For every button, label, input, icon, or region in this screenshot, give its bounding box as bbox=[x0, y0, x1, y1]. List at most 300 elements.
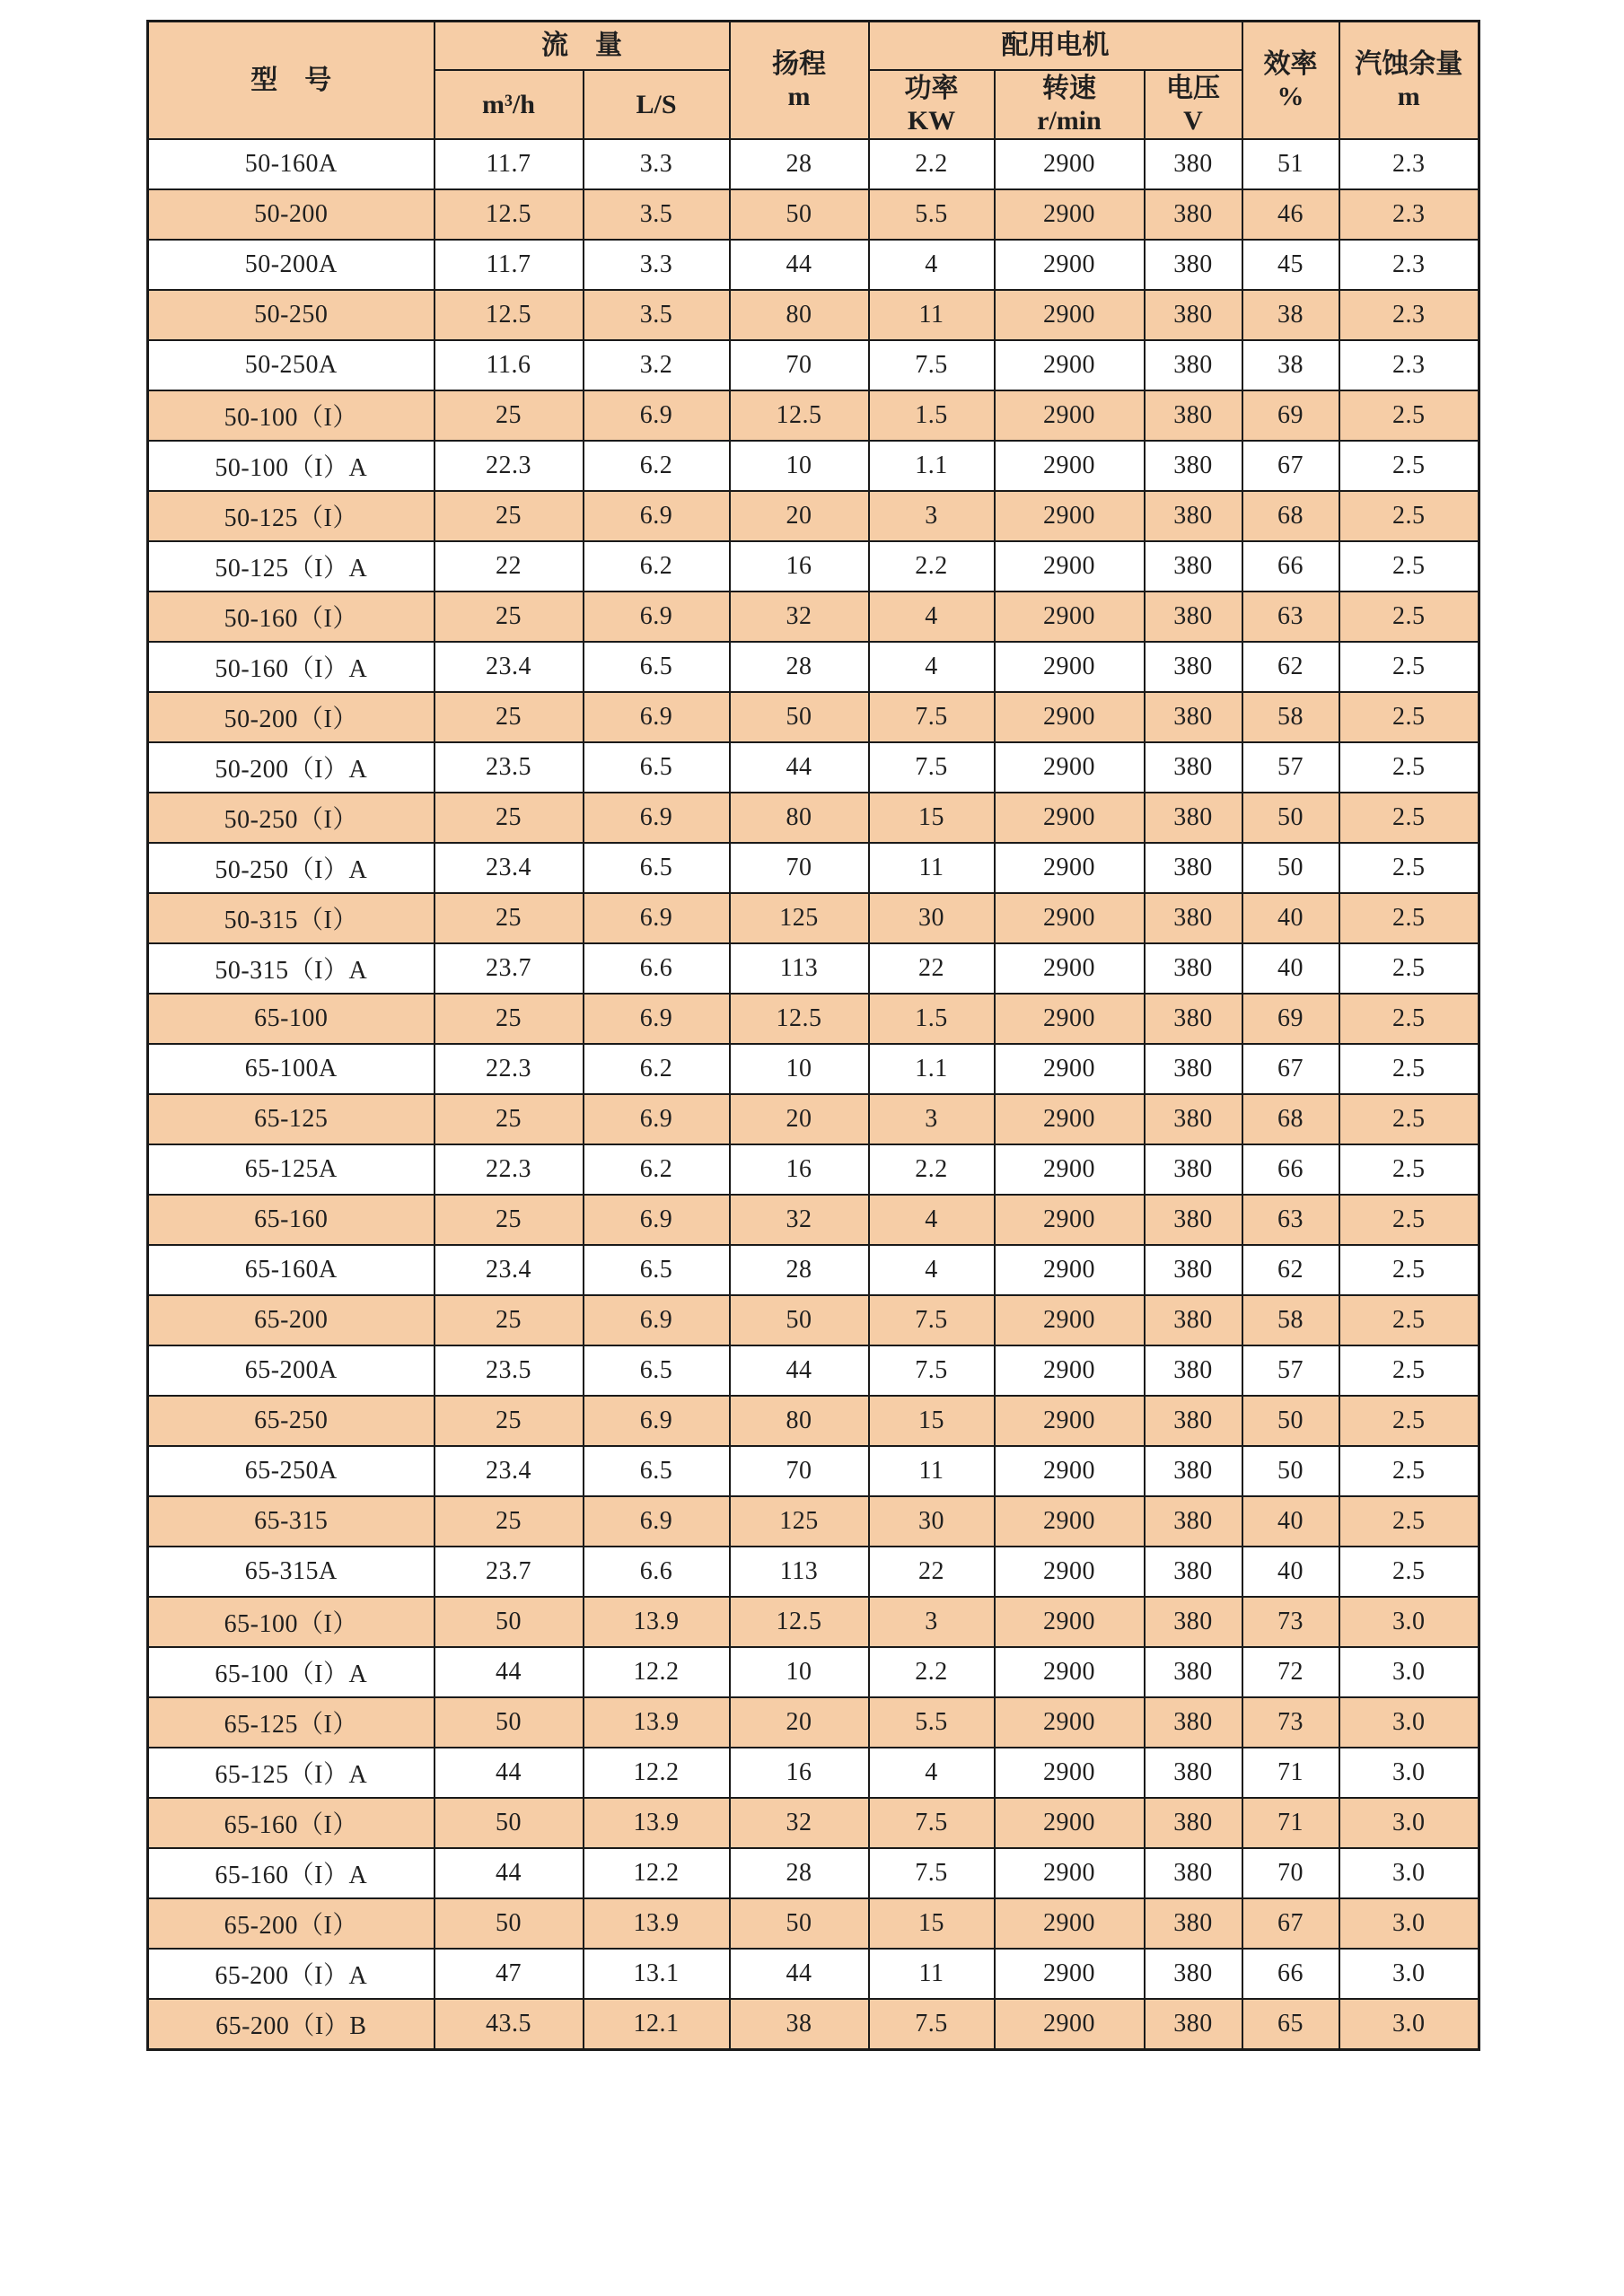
cell-flow-ls: 6.5 bbox=[584, 642, 730, 692]
cell-speed: 2900 bbox=[995, 843, 1145, 893]
cell-voltage: 380 bbox=[1145, 139, 1242, 189]
cell-npsh: 2.3 bbox=[1339, 139, 1479, 189]
cell-speed: 2900 bbox=[995, 1044, 1145, 1094]
cell-model: 65-100A bbox=[148, 1044, 435, 1094]
cell-voltage: 380 bbox=[1145, 1748, 1242, 1798]
cell-efficiency: 50 bbox=[1242, 1396, 1339, 1446]
cell-model: 65-100（I）A bbox=[148, 1647, 435, 1697]
cell-voltage: 380 bbox=[1145, 340, 1242, 390]
cell-voltage: 380 bbox=[1145, 1798, 1242, 1848]
cell-efficiency: 69 bbox=[1242, 390, 1339, 441]
table-row bbox=[148, 642, 1479, 692]
cell-flow-m3h: 47 bbox=[435, 1949, 584, 1999]
header-motor-group: 配用电机 bbox=[869, 22, 1242, 71]
table-row bbox=[148, 1697, 1479, 1748]
cell-power: 3 bbox=[869, 491, 995, 541]
cell-power: 4 bbox=[869, 1245, 995, 1295]
cell-power: 1.5 bbox=[869, 390, 995, 441]
cell-power: 15 bbox=[869, 1396, 995, 1446]
cell-flow-m3h: 22.3 bbox=[435, 1044, 584, 1094]
cell-flow-ls: 6.2 bbox=[584, 1044, 730, 1094]
cell-voltage: 380 bbox=[1145, 1396, 1242, 1446]
cell-speed: 2900 bbox=[995, 1898, 1145, 1949]
table-row bbox=[148, 340, 1479, 390]
cell-voltage: 380 bbox=[1145, 1848, 1242, 1898]
cell-npsh: 2.5 bbox=[1339, 1044, 1479, 1094]
header-model: 型 号 bbox=[148, 22, 435, 140]
cell-speed: 2900 bbox=[995, 189, 1145, 240]
cell-efficiency: 40 bbox=[1242, 1547, 1339, 1597]
cell-flow-ls: 6.9 bbox=[584, 994, 730, 1044]
cell-flow-ls: 6.9 bbox=[584, 592, 730, 642]
cell-head: 80 bbox=[730, 1396, 869, 1446]
cell-head: 50 bbox=[730, 189, 869, 240]
cell-flow-ls: 6.5 bbox=[584, 742, 730, 793]
table-row bbox=[148, 1898, 1479, 1949]
cell-flow-m3h: 44 bbox=[435, 1748, 584, 1798]
cell-model: 50-100（I） bbox=[148, 390, 435, 441]
table-row bbox=[148, 1597, 1479, 1647]
cell-flow-ls: 3.5 bbox=[584, 290, 730, 340]
cell-flow-ls: 6.6 bbox=[584, 943, 730, 994]
cell-npsh: 2.5 bbox=[1339, 742, 1479, 793]
cell-head: 12.5 bbox=[730, 390, 869, 441]
cell-voltage: 380 bbox=[1145, 1949, 1242, 1999]
cell-power: 30 bbox=[869, 1496, 995, 1547]
cell-model: 50-315（I）A bbox=[148, 943, 435, 994]
cell-head: 12.5 bbox=[730, 994, 869, 1044]
header-speed-label: 转速 bbox=[1042, 73, 1096, 103]
cell-power: 2.2 bbox=[869, 541, 995, 592]
table-row bbox=[148, 1044, 1479, 1094]
table-row bbox=[148, 189, 1479, 240]
cell-flow-m3h: 43.5 bbox=[435, 1999, 584, 2050]
header-power-label: 功率 bbox=[904, 73, 959, 103]
table-row bbox=[148, 1094, 1479, 1144]
table-row bbox=[148, 1848, 1479, 1898]
cell-voltage: 380 bbox=[1145, 1547, 1242, 1597]
cell-flow-m3h: 25 bbox=[435, 592, 584, 642]
cell-npsh: 2.3 bbox=[1339, 290, 1479, 340]
cell-flow-m3h: 23.4 bbox=[435, 642, 584, 692]
cell-flow-m3h: 25 bbox=[435, 793, 584, 843]
cell-speed: 2900 bbox=[995, 1949, 1145, 1999]
cell-flow-ls: 6.2 bbox=[584, 441, 730, 491]
cell-voltage: 380 bbox=[1145, 1295, 1242, 1345]
header-efficiency-label: 效率 bbox=[1263, 48, 1318, 79]
cell-flow-m3h: 25 bbox=[435, 1195, 584, 1245]
table-row bbox=[148, 290, 1479, 340]
cell-model: 65-125（I）A bbox=[148, 1748, 435, 1798]
cell-npsh: 2.5 bbox=[1339, 1396, 1479, 1446]
cell-npsh: 2.3 bbox=[1339, 240, 1479, 290]
cell-flow-m3h: 22.3 bbox=[435, 1144, 584, 1195]
cell-flow-ls: 12.2 bbox=[584, 1848, 730, 1898]
header-flow-m3h: m³/h bbox=[435, 70, 584, 139]
cell-efficiency: 68 bbox=[1242, 1094, 1339, 1144]
cell-voltage: 380 bbox=[1145, 692, 1242, 742]
cell-npsh: 2.3 bbox=[1339, 189, 1479, 240]
cell-model: 50-160A bbox=[148, 139, 435, 189]
cell-power: 2.2 bbox=[869, 139, 995, 189]
cell-flow-m3h: 22.3 bbox=[435, 441, 584, 491]
cell-voltage: 380 bbox=[1145, 592, 1242, 642]
table-row bbox=[148, 1496, 1479, 1547]
cell-model: 65-200（I） bbox=[148, 1898, 435, 1949]
cell-model: 50-315（I） bbox=[148, 893, 435, 943]
cell-efficiency: 45 bbox=[1242, 240, 1339, 290]
cell-voltage: 380 bbox=[1145, 1597, 1242, 1647]
table-row bbox=[148, 893, 1479, 943]
cell-model: 65-200 bbox=[148, 1295, 435, 1345]
cell-speed: 2900 bbox=[995, 1396, 1145, 1446]
cell-power: 7.5 bbox=[869, 742, 995, 793]
cell-speed: 2900 bbox=[995, 441, 1145, 491]
cell-voltage: 380 bbox=[1145, 943, 1242, 994]
cell-speed: 2900 bbox=[995, 240, 1145, 290]
cell-power: 3 bbox=[869, 1597, 995, 1647]
cell-npsh: 3.0 bbox=[1339, 1848, 1479, 1898]
cell-power: 2.2 bbox=[869, 1144, 995, 1195]
cell-power: 7.5 bbox=[869, 1848, 995, 1898]
cell-flow-m3h: 50 bbox=[435, 1798, 584, 1848]
cell-power: 5.5 bbox=[869, 189, 995, 240]
cell-flow-m3h: 12.5 bbox=[435, 290, 584, 340]
cell-efficiency: 70 bbox=[1242, 1848, 1339, 1898]
cell-npsh: 3.0 bbox=[1339, 1597, 1479, 1647]
cell-power: 7.5 bbox=[869, 692, 995, 742]
cell-flow-ls: 6.5 bbox=[584, 843, 730, 893]
cell-flow-ls: 6.9 bbox=[584, 1295, 730, 1345]
cell-model: 50-125（I）A bbox=[148, 541, 435, 592]
cell-flow-m3h: 23.5 bbox=[435, 1345, 584, 1396]
cell-power: 4 bbox=[869, 240, 995, 290]
cell-flow-ls: 13.9 bbox=[584, 1597, 730, 1647]
cell-efficiency: 71 bbox=[1242, 1748, 1339, 1798]
cell-head: 44 bbox=[730, 742, 869, 793]
header-head-unit: m bbox=[787, 81, 811, 111]
cell-head: 10 bbox=[730, 1647, 869, 1697]
cell-model: 65-200（I）A bbox=[148, 1949, 435, 1999]
cell-power: 30 bbox=[869, 893, 995, 943]
cell-voltage: 380 bbox=[1145, 1144, 1242, 1195]
table-row bbox=[148, 1396, 1479, 1446]
cell-flow-m3h: 25 bbox=[435, 1396, 584, 1446]
pump-spec-table bbox=[146, 20, 1480, 2051]
cell-flow-m3h: 25 bbox=[435, 994, 584, 1044]
cell-npsh: 3.0 bbox=[1339, 1647, 1479, 1697]
cell-speed: 2900 bbox=[995, 1547, 1145, 1597]
cell-speed: 2900 bbox=[995, 340, 1145, 390]
cell-npsh: 3.0 bbox=[1339, 1898, 1479, 1949]
cell-power: 22 bbox=[869, 943, 995, 994]
cell-flow-m3h: 44 bbox=[435, 1848, 584, 1898]
table-row bbox=[148, 943, 1479, 994]
cell-speed: 2900 bbox=[995, 1195, 1145, 1245]
cell-flow-ls: 3.3 bbox=[584, 240, 730, 290]
cell-model: 50-250（I）A bbox=[148, 843, 435, 893]
cell-head: 50 bbox=[730, 1295, 869, 1345]
cell-flow-ls: 12.1 bbox=[584, 1999, 730, 2050]
cell-model: 65-160 bbox=[148, 1195, 435, 1245]
cell-model: 65-125（I） bbox=[148, 1697, 435, 1748]
cell-model: 50-250A bbox=[148, 340, 435, 390]
cell-head: 125 bbox=[730, 1496, 869, 1547]
cell-speed: 2900 bbox=[995, 1094, 1145, 1144]
table-row bbox=[148, 541, 1479, 592]
cell-speed: 2900 bbox=[995, 1999, 1145, 2050]
table-row bbox=[148, 1748, 1479, 1798]
cell-flow-ls: 6.9 bbox=[584, 1396, 730, 1446]
cell-efficiency: 62 bbox=[1242, 642, 1339, 692]
cell-speed: 2900 bbox=[995, 1295, 1145, 1345]
cell-speed: 2900 bbox=[995, 692, 1145, 742]
cell-voltage: 380 bbox=[1145, 1446, 1242, 1496]
cell-npsh: 2.5 bbox=[1339, 1547, 1479, 1597]
cell-power: 7.5 bbox=[869, 1295, 995, 1345]
cell-npsh: 2.5 bbox=[1339, 1094, 1479, 1144]
cell-power: 15 bbox=[869, 793, 995, 843]
table-row bbox=[148, 1999, 1479, 2050]
cell-voltage: 380 bbox=[1145, 793, 1242, 843]
cell-efficiency: 62 bbox=[1242, 1245, 1339, 1295]
header-voltage bbox=[1145, 70, 1242, 139]
cell-head: 10 bbox=[730, 441, 869, 491]
cell-model: 65-160（I） bbox=[148, 1798, 435, 1848]
cell-npsh: 2.5 bbox=[1339, 1295, 1479, 1345]
cell-npsh: 3.0 bbox=[1339, 1697, 1479, 1748]
header-flow-ls: L/S bbox=[584, 70, 730, 139]
cell-power: 11 bbox=[869, 1446, 995, 1496]
cell-efficiency: 38 bbox=[1242, 290, 1339, 340]
table-row bbox=[148, 1547, 1479, 1597]
cell-voltage: 380 bbox=[1145, 742, 1242, 793]
cell-voltage: 380 bbox=[1145, 541, 1242, 592]
cell-power: 7.5 bbox=[869, 1345, 995, 1396]
cell-flow-m3h: 22 bbox=[435, 541, 584, 592]
cell-speed: 2900 bbox=[995, 1597, 1145, 1647]
cell-voltage: 380 bbox=[1145, 1999, 1242, 2050]
cell-power: 11 bbox=[869, 290, 995, 340]
cell-flow-m3h: 25 bbox=[435, 1094, 584, 1144]
table-row bbox=[148, 1345, 1479, 1396]
cell-efficiency: 50 bbox=[1242, 793, 1339, 843]
header-npsh-unit: m bbox=[1397, 81, 1420, 111]
cell-efficiency: 40 bbox=[1242, 893, 1339, 943]
cell-voltage: 380 bbox=[1145, 1496, 1242, 1547]
cell-flow-ls: 3.2 bbox=[584, 340, 730, 390]
header-efficiency-unit: % bbox=[1277, 81, 1304, 111]
cell-power: 4 bbox=[869, 1748, 995, 1798]
cell-head: 50 bbox=[730, 1898, 869, 1949]
cell-npsh: 3.0 bbox=[1339, 1748, 1479, 1798]
cell-speed: 2900 bbox=[995, 1144, 1145, 1195]
cell-voltage: 380 bbox=[1145, 1245, 1242, 1295]
cell-model: 65-250A bbox=[148, 1446, 435, 1496]
cell-power: 1.1 bbox=[869, 441, 995, 491]
table-row bbox=[148, 1647, 1479, 1697]
cell-flow-m3h: 11.7 bbox=[435, 240, 584, 290]
cell-voltage: 380 bbox=[1145, 1345, 1242, 1396]
cell-model: 65-315A bbox=[148, 1547, 435, 1597]
cell-speed: 2900 bbox=[995, 139, 1145, 189]
cell-flow-m3h: 25 bbox=[435, 1496, 584, 1547]
cell-efficiency: 50 bbox=[1242, 843, 1339, 893]
cell-efficiency: 63 bbox=[1242, 592, 1339, 642]
cell-model: 65-160A bbox=[148, 1245, 435, 1295]
cell-flow-m3h: 25 bbox=[435, 390, 584, 441]
cell-power: 22 bbox=[869, 1547, 995, 1597]
header-speed bbox=[995, 70, 1145, 139]
cell-head: 80 bbox=[730, 290, 869, 340]
cell-head: 44 bbox=[730, 240, 869, 290]
cell-flow-m3h: 11.7 bbox=[435, 139, 584, 189]
cell-model: 50-200 bbox=[148, 189, 435, 240]
cell-npsh: 3.0 bbox=[1339, 1949, 1479, 1999]
cell-efficiency: 40 bbox=[1242, 943, 1339, 994]
cell-flow-m3h: 25 bbox=[435, 491, 584, 541]
cell-speed: 2900 bbox=[995, 541, 1145, 592]
cell-efficiency: 38 bbox=[1242, 340, 1339, 390]
cell-head: 50 bbox=[730, 692, 869, 742]
cell-model: 65-200A bbox=[148, 1345, 435, 1396]
cell-head: 16 bbox=[730, 1144, 869, 1195]
cell-efficiency: 57 bbox=[1242, 742, 1339, 793]
cell-voltage: 380 bbox=[1145, 1898, 1242, 1949]
cell-flow-ls: 13.9 bbox=[584, 1898, 730, 1949]
cell-head: 125 bbox=[730, 893, 869, 943]
table-row bbox=[148, 441, 1479, 491]
cell-model: 50-160（I） bbox=[148, 592, 435, 642]
cell-flow-ls: 12.2 bbox=[584, 1748, 730, 1798]
cell-head: 80 bbox=[730, 793, 869, 843]
cell-head: 16 bbox=[730, 541, 869, 592]
cell-flow-m3h: 50 bbox=[435, 1697, 584, 1748]
cell-head: 70 bbox=[730, 1446, 869, 1496]
cell-model: 50-200（I）A bbox=[148, 742, 435, 793]
header-head bbox=[730, 22, 869, 140]
cell-flow-m3h: 23.7 bbox=[435, 1547, 584, 1597]
cell-flow-ls: 6.9 bbox=[584, 1195, 730, 1245]
cell-flow-m3h: 25 bbox=[435, 893, 584, 943]
cell-head: 16 bbox=[730, 1748, 869, 1798]
cell-flow-ls: 6.5 bbox=[584, 1446, 730, 1496]
cell-power: 7.5 bbox=[869, 1798, 995, 1848]
cell-power: 5.5 bbox=[869, 1697, 995, 1748]
cell-voltage: 380 bbox=[1145, 843, 1242, 893]
cell-flow-m3h: 44 bbox=[435, 1647, 584, 1697]
cell-power: 1.5 bbox=[869, 994, 995, 1044]
cell-flow-ls: 3.3 bbox=[584, 139, 730, 189]
cell-npsh: 3.0 bbox=[1339, 1999, 1479, 2050]
header-power-unit: KW bbox=[907, 105, 956, 136]
cell-head: 20 bbox=[730, 1094, 869, 1144]
cell-voltage: 380 bbox=[1145, 189, 1242, 240]
cell-npsh: 2.5 bbox=[1339, 541, 1479, 592]
table-row bbox=[148, 1245, 1479, 1295]
cell-head: 28 bbox=[730, 1848, 869, 1898]
cell-npsh: 2.5 bbox=[1339, 943, 1479, 994]
cell-flow-m3h: 12.5 bbox=[435, 189, 584, 240]
table-header bbox=[148, 22, 1479, 140]
cell-flow-ls: 6.6 bbox=[584, 1547, 730, 1597]
cell-flow-m3h: 25 bbox=[435, 1295, 584, 1345]
cell-npsh: 2.5 bbox=[1339, 390, 1479, 441]
cell-efficiency: 66 bbox=[1242, 1144, 1339, 1195]
table-row bbox=[148, 139, 1479, 189]
cell-efficiency: 72 bbox=[1242, 1647, 1339, 1697]
table-row bbox=[148, 1798, 1479, 1848]
cell-voltage: 380 bbox=[1145, 1195, 1242, 1245]
cell-npsh: 2.5 bbox=[1339, 642, 1479, 692]
table-row bbox=[148, 793, 1479, 843]
cell-flow-ls: 6.9 bbox=[584, 793, 730, 843]
cell-power: 2.2 bbox=[869, 1647, 995, 1697]
cell-npsh: 2.5 bbox=[1339, 1144, 1479, 1195]
cell-voltage: 380 bbox=[1145, 491, 1242, 541]
cell-flow-m3h: 23.7 bbox=[435, 943, 584, 994]
cell-model: 65-250 bbox=[148, 1396, 435, 1446]
table-row bbox=[148, 1949, 1479, 1999]
cell-speed: 2900 bbox=[995, 1245, 1145, 1295]
cell-voltage: 380 bbox=[1145, 290, 1242, 340]
cell-speed: 2900 bbox=[995, 642, 1145, 692]
table-row bbox=[148, 843, 1479, 893]
cell-head: 12.5 bbox=[730, 1597, 869, 1647]
cell-head: 28 bbox=[730, 1245, 869, 1295]
cell-head: 32 bbox=[730, 592, 869, 642]
cell-head: 113 bbox=[730, 943, 869, 994]
table-row bbox=[148, 491, 1479, 541]
cell-head: 28 bbox=[730, 642, 869, 692]
cell-model: 50-160（I）A bbox=[148, 642, 435, 692]
cell-power: 4 bbox=[869, 642, 995, 692]
cell-flow-m3h: 23.5 bbox=[435, 742, 584, 793]
cell-efficiency: 58 bbox=[1242, 1295, 1339, 1345]
header-power bbox=[869, 70, 995, 139]
header-head-label: 扬程 bbox=[772, 48, 826, 79]
cell-voltage: 380 bbox=[1145, 240, 1242, 290]
cell-flow-ls: 13.1 bbox=[584, 1949, 730, 1999]
cell-npsh: 2.3 bbox=[1339, 340, 1479, 390]
cell-head: 44 bbox=[730, 1345, 869, 1396]
cell-speed: 2900 bbox=[995, 491, 1145, 541]
cell-head: 28 bbox=[730, 139, 869, 189]
cell-voltage: 380 bbox=[1145, 893, 1242, 943]
table-row bbox=[148, 240, 1479, 290]
cell-speed: 2900 bbox=[995, 1748, 1145, 1798]
cell-voltage: 380 bbox=[1145, 390, 1242, 441]
cell-flow-ls: 6.9 bbox=[584, 1094, 730, 1144]
cell-efficiency: 67 bbox=[1242, 1044, 1339, 1094]
cell-head: 32 bbox=[730, 1195, 869, 1245]
cell-npsh: 2.5 bbox=[1339, 441, 1479, 491]
cell-voltage: 380 bbox=[1145, 1647, 1242, 1697]
cell-efficiency: 63 bbox=[1242, 1195, 1339, 1245]
header-flow-group: 流 量 bbox=[435, 22, 730, 71]
cell-speed: 2900 bbox=[995, 1848, 1145, 1898]
header-npsh bbox=[1339, 22, 1479, 140]
cell-npsh: 2.5 bbox=[1339, 1446, 1479, 1496]
cell-voltage: 380 bbox=[1145, 994, 1242, 1044]
cell-model: 50-100（I）A bbox=[148, 441, 435, 491]
cell-power: 7.5 bbox=[869, 1999, 995, 2050]
cell-power: 4 bbox=[869, 1195, 995, 1245]
cell-efficiency: 66 bbox=[1242, 1949, 1339, 1999]
cell-npsh: 2.5 bbox=[1339, 1345, 1479, 1396]
cell-flow-ls: 3.5 bbox=[584, 189, 730, 240]
cell-npsh: 2.5 bbox=[1339, 793, 1479, 843]
